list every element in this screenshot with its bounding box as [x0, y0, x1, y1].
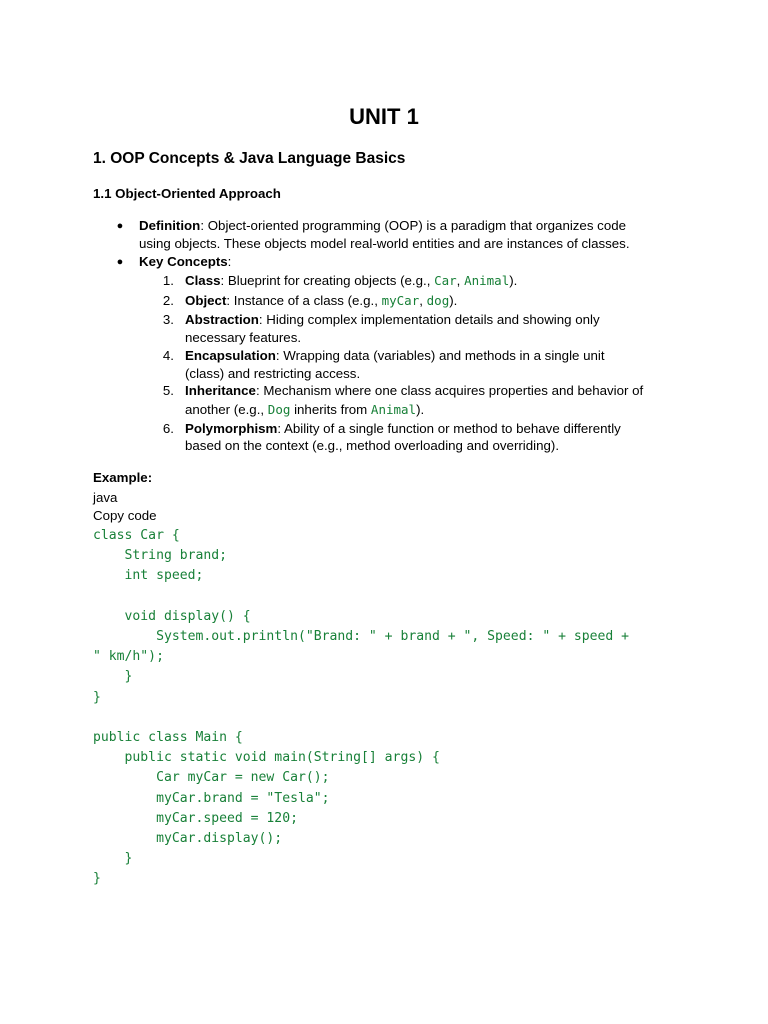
- concept-object: Object: Instance of a class (e.g., myCar, dog).: [185, 293, 458, 308]
- inline-code: Animal: [464, 273, 510, 288]
- code-line: }: [93, 851, 133, 867]
- list-number: 5.: [162, 383, 174, 398]
- code-line: }: [93, 689, 101, 705]
- concept-encapsulation-line-2: (class) and restricting access.: [185, 366, 361, 381]
- key-concepts-label: Key Concepts:: [139, 254, 232, 269]
- list-number: 4.: [162, 348, 174, 363]
- concept-abstraction: Abstraction: Hiding complex implementation details and showing only: [185, 312, 600, 327]
- code-line: }: [93, 669, 133, 685]
- list-number: 1.: [162, 273, 174, 288]
- copy-code-link[interactable]: Copy code: [93, 508, 157, 523]
- code-block: [93, 526, 629, 890]
- code-line: }: [93, 871, 101, 887]
- code-line: myCar.brand = "Tesla";: [93, 790, 330, 806]
- inline-code: myCar: [381, 293, 420, 308]
- code-line: myCar.display();: [93, 831, 283, 847]
- code-line: public static void main(String[] args) {: [93, 750, 440, 766]
- code-line: " km/h");: [93, 649, 164, 665]
- code-language-label: java: [93, 490, 118, 505]
- concept-polymorphism: Polymorphism: Ability of a single function or method to behave differently: [185, 421, 621, 436]
- concept-abstraction-line-2: necessary features.: [185, 330, 302, 345]
- concept-inheritance-line-2: another (e.g., Dog inherits from Animal).: [185, 402, 425, 417]
- concept-polymorphism-line-2: based on the context (e.g., method overloading and overriding).: [185, 438, 560, 453]
- code-line: void display() {: [93, 608, 251, 624]
- inline-code: Car: [434, 273, 457, 288]
- definition-line-2: using objects. These objects model real-world entities and are instances of classes.: [139, 236, 630, 251]
- code-line: myCar.speed = 120;: [93, 810, 298, 826]
- code-line: public class Main {: [93, 730, 243, 746]
- list-number: 3.: [162, 312, 174, 327]
- code-line: Car myCar = new Car();: [93, 770, 330, 786]
- code-line: String brand;: [93, 548, 228, 564]
- inline-code: dog: [426, 293, 450, 308]
- concept-inheritance: Inheritance: Mechanism where one class acquires properties and behavior of: [185, 383, 644, 398]
- list-number: 2.: [162, 293, 174, 308]
- bullet-dot-icon: ●: [116, 256, 124, 268]
- inline-code: Animal: [370, 402, 417, 417]
- concept-encapsulation: Encapsulation: Wrapping data (variables) and methods in a single unit: [185, 348, 605, 363]
- concept-class: Class: Blueprint for creating objects (e.g., Car, Animal).: [185, 273, 518, 288]
- inline-code: Dog: [267, 402, 291, 417]
- subsection-heading: 1.1 Object-Oriented Approach: [93, 186, 281, 201]
- bullet-dot-icon: ●: [116, 220, 124, 232]
- definition-line-1: Definition: Object-oriented programming (OOP) is a paradigm that organizes code: [139, 218, 627, 233]
- code-line: class Car {: [93, 528, 180, 543]
- list-number: 6.: [162, 421, 174, 436]
- example-label: Example:: [93, 470, 153, 485]
- definition-label: Definition: [139, 218, 201, 233]
- code-line: int speed;: [93, 568, 204, 584]
- code-line: System.out.println("Brand: " + brand + ", Speed: " + speed +: [93, 629, 630, 645]
- section-heading: 1. OOP Concepts & Java Language Basics: [93, 150, 406, 167]
- unit-title: UNIT 1: [349, 104, 419, 129]
